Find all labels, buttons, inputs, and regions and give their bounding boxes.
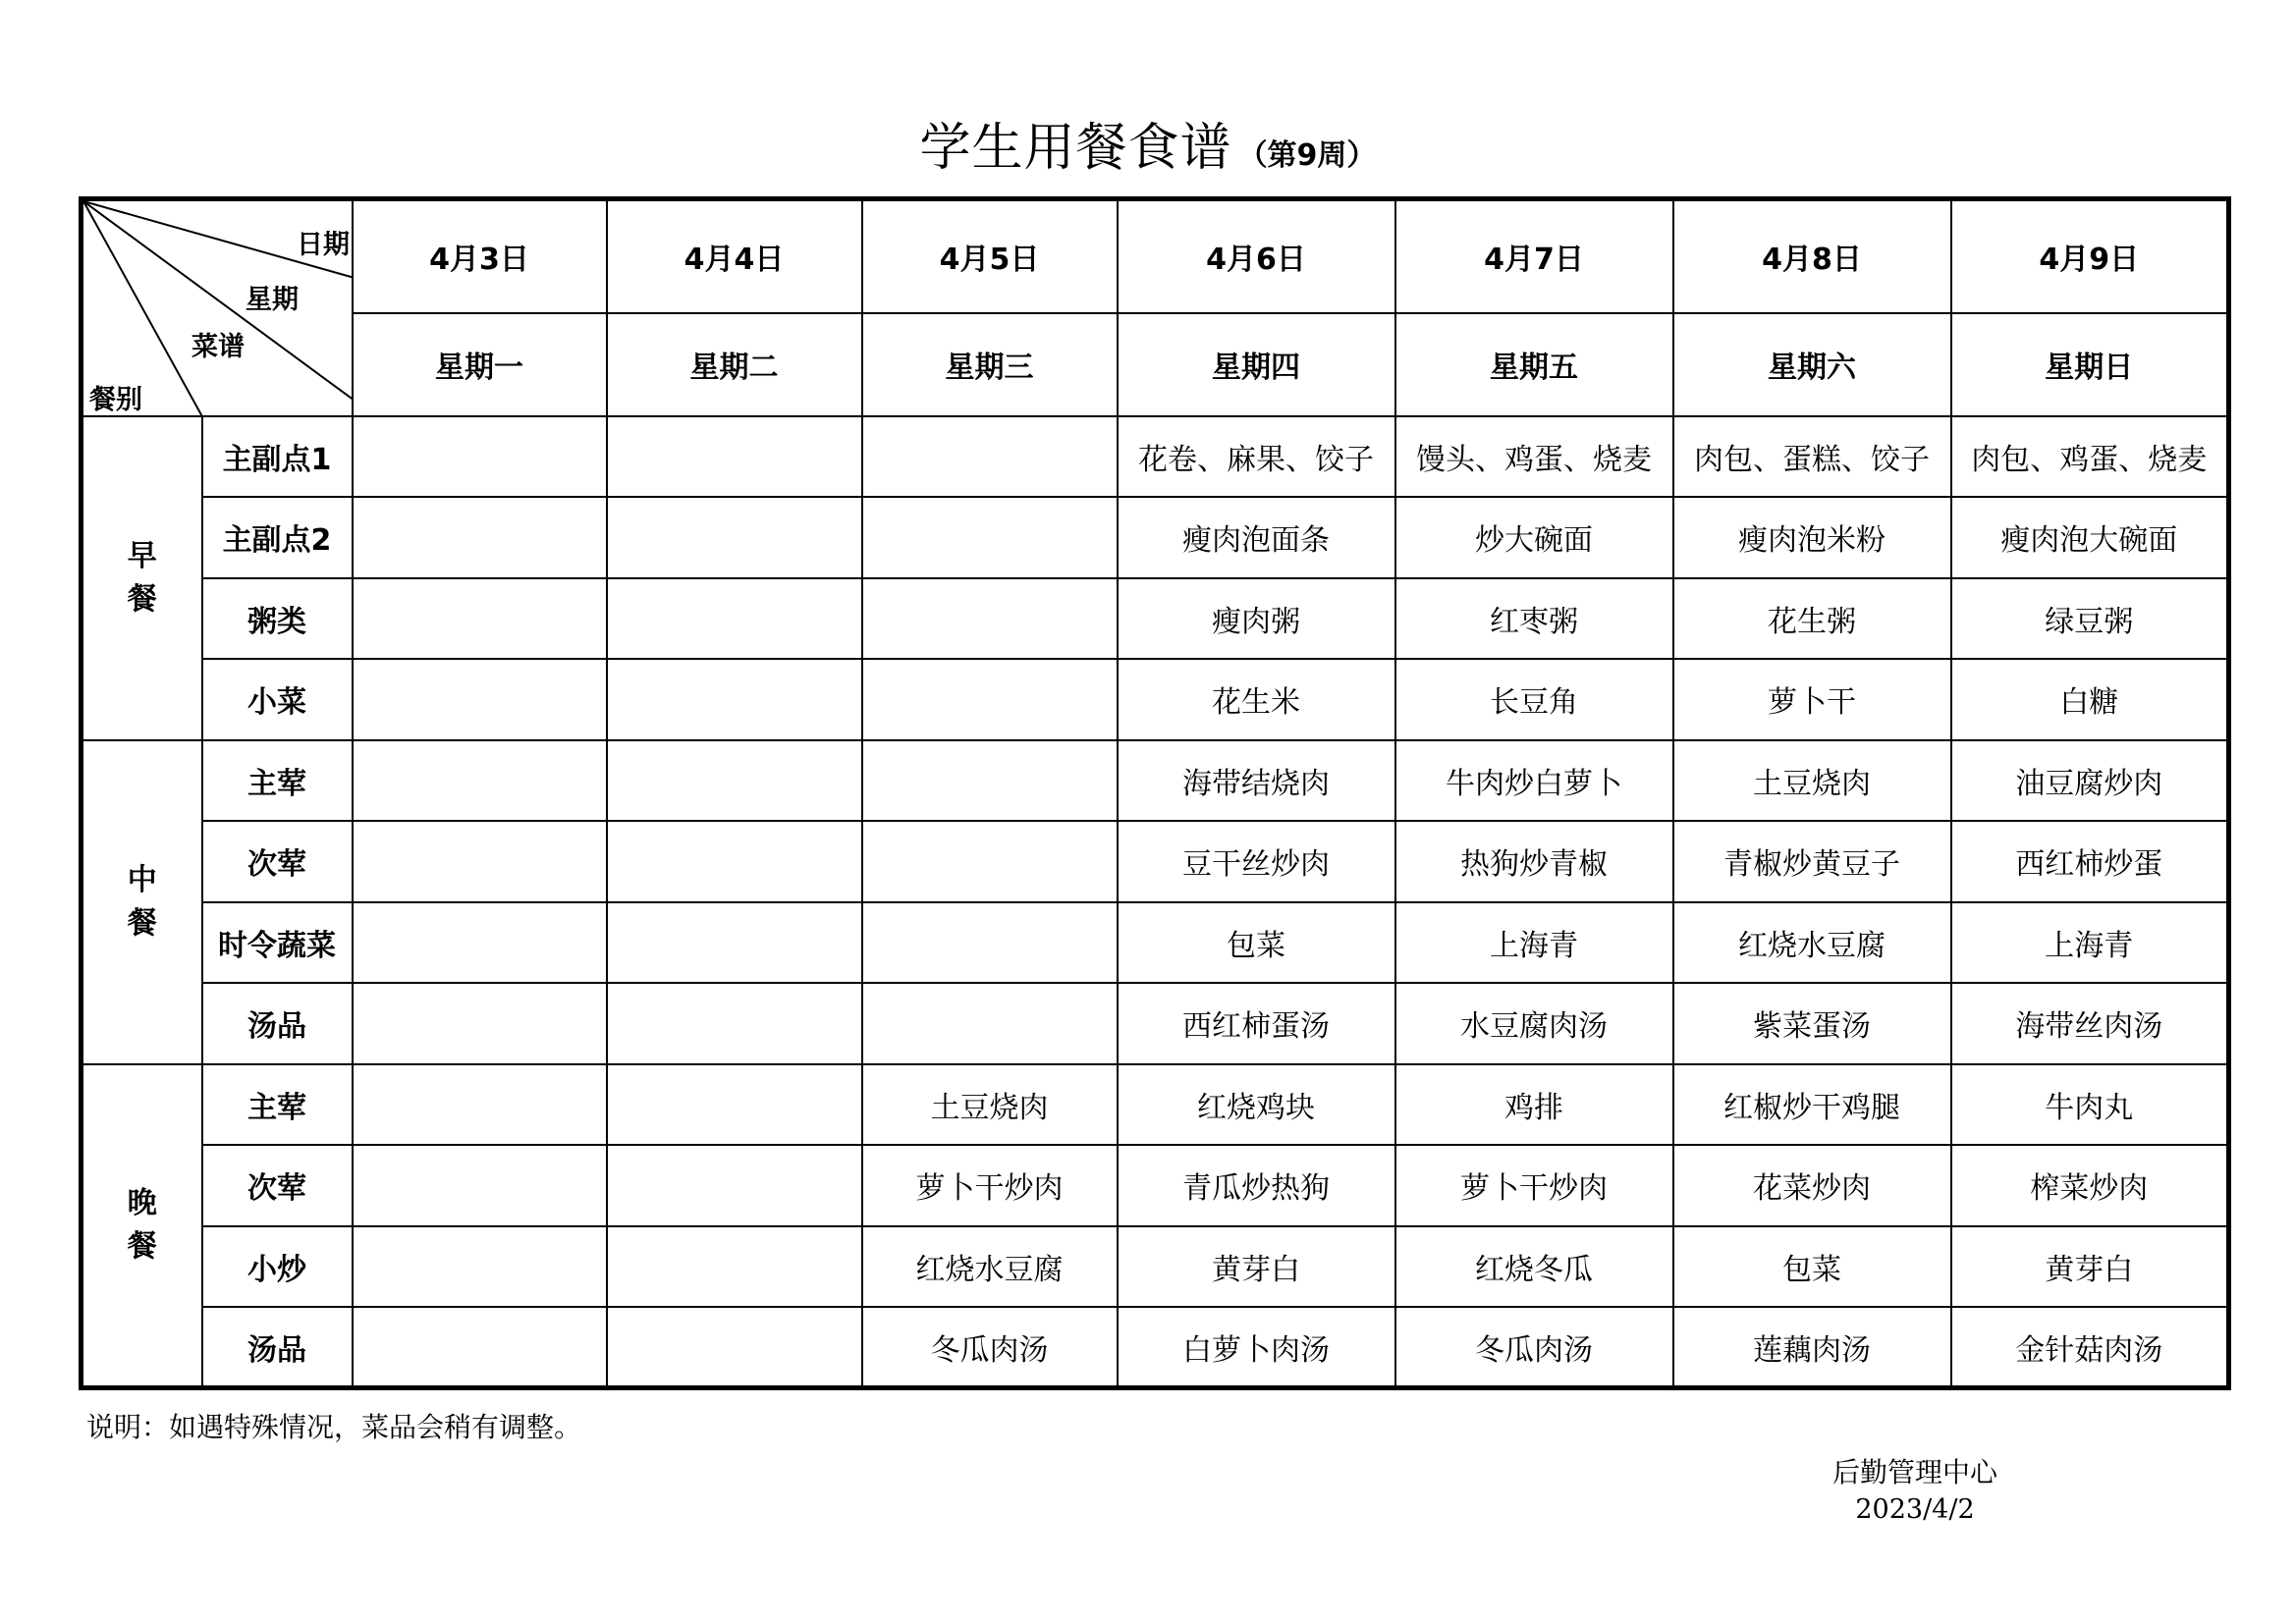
signature-org: 后勤管理中心 bbox=[1831, 1456, 1997, 1488]
date-header: 4月7日 bbox=[1395, 199, 1673, 313]
menu-cell: 炒大碗面 bbox=[1395, 497, 1673, 578]
menu-cell: 牛肉丸 bbox=[1951, 1064, 2229, 1146]
menu-cell: 红烧鸡块 bbox=[1118, 1064, 1395, 1146]
menu-cell: 瘦肉泡米粉 bbox=[1673, 497, 1951, 578]
date-header: 4月5日 bbox=[862, 199, 1118, 313]
menu-cell bbox=[353, 1145, 607, 1226]
category-label: 粥类 bbox=[202, 578, 353, 660]
menu-cell: 白糖 bbox=[1951, 659, 2229, 740]
menu-cell: 红烧冬瓜 bbox=[1395, 1226, 1673, 1308]
menu-cell bbox=[862, 983, 1118, 1064]
menu-cell: 牛肉炒白萝卜 bbox=[1395, 740, 1673, 822]
category-label: 次荤 bbox=[202, 1145, 353, 1226]
menu-cell: 金针菇肉汤 bbox=[1951, 1307, 2229, 1388]
category-label: 小炒 bbox=[202, 1226, 353, 1308]
menu-cell: 红烧水豆腐 bbox=[862, 1226, 1118, 1308]
menu-row bbox=[82, 659, 2229, 740]
title-week: （第9周） bbox=[1237, 138, 1377, 173]
weekday-row bbox=[82, 313, 2229, 416]
weekday-header: 星期日 bbox=[1951, 313, 2229, 416]
menu-cell bbox=[353, 659, 607, 740]
menu-cell: 上海青 bbox=[1395, 902, 1673, 984]
menu-cell: 绿豆粥 bbox=[1951, 578, 2229, 660]
menu-cell bbox=[353, 416, 607, 498]
menu-row bbox=[82, 1064, 2229, 1146]
menu-cell: 水豆腐肉汤 bbox=[1395, 983, 1673, 1064]
menu-row bbox=[82, 902, 2229, 984]
menu-cell bbox=[607, 902, 862, 984]
note-text: 说明：如遇特殊情况，菜品会稍有调整。 bbox=[86, 1411, 582, 1443]
category-label: 主荤 bbox=[202, 1064, 353, 1146]
menu-cell: 鸡排 bbox=[1395, 1064, 1673, 1146]
menu-cell bbox=[607, 983, 862, 1064]
menu-cell bbox=[353, 821, 607, 902]
menu-row bbox=[82, 983, 2229, 1064]
meal-label-char: 早 bbox=[127, 538, 157, 573]
menu-cell: 海带结烧肉 bbox=[1118, 740, 1395, 822]
meal-label-char: 中 bbox=[127, 862, 157, 897]
menu-cell bbox=[607, 578, 862, 660]
menu-cell bbox=[607, 1307, 862, 1388]
category-label: 小菜 bbox=[202, 659, 353, 740]
menu-cell: 青椒炒黄豆子 bbox=[1673, 821, 1951, 902]
menu-cell: 瘦肉泡面条 bbox=[1118, 497, 1395, 578]
menu-row bbox=[82, 1145, 2229, 1226]
menu-cell bbox=[353, 497, 607, 578]
menu-cell bbox=[862, 740, 1118, 822]
menu-cell bbox=[607, 497, 862, 578]
weekday-header: 星期四 bbox=[1118, 313, 1395, 416]
menu-cell: 西红柿蛋汤 bbox=[1118, 983, 1395, 1064]
menu-cell: 肉包、蛋糕、饺子 bbox=[1673, 416, 1951, 498]
meal-label bbox=[82, 1064, 202, 1388]
date-header: 4月8日 bbox=[1673, 199, 1951, 313]
corner-meal-label: 餐别 bbox=[89, 385, 142, 415]
category-label: 时令蔬菜 bbox=[202, 902, 353, 984]
menu-cell bbox=[607, 1145, 862, 1226]
meal-label-char: 餐 bbox=[127, 581, 157, 617]
menu-cell: 红枣粥 bbox=[1395, 578, 1673, 660]
menu-cell bbox=[607, 1226, 862, 1308]
menu-cell: 紫菜蛋汤 bbox=[1673, 983, 1951, 1064]
category-label: 主荤 bbox=[202, 740, 353, 822]
menu-table bbox=[79, 196, 2231, 1390]
menu-cell: 白萝卜肉汤 bbox=[1118, 1307, 1395, 1388]
menu-row bbox=[82, 497, 2229, 578]
weekday-header: 星期五 bbox=[1395, 313, 1673, 416]
category-label: 汤品 bbox=[202, 983, 353, 1064]
menu-cell: 冬瓜肉汤 bbox=[1395, 1307, 1673, 1388]
menu-cell: 萝卜干炒肉 bbox=[1395, 1145, 1673, 1226]
menu-cell: 瘦肉泡大碗面 bbox=[1951, 497, 2229, 578]
diagonal-header-cell bbox=[82, 199, 353, 416]
corner-date-label: 日期 bbox=[297, 230, 350, 260]
date-row bbox=[82, 199, 2229, 313]
menu-cell bbox=[862, 497, 1118, 578]
meal-label-char: 餐 bbox=[127, 905, 157, 941]
menu-cell bbox=[607, 821, 862, 902]
meal-label bbox=[82, 416, 202, 740]
menu-cell bbox=[607, 659, 862, 740]
menu-row bbox=[82, 578, 2229, 660]
menu-cell: 花生粥 bbox=[1673, 578, 1951, 660]
menu-cell: 花菜炒肉 bbox=[1673, 1145, 1951, 1226]
menu-cell: 花生米 bbox=[1118, 659, 1395, 740]
menu-cell: 肉包、鸡蛋、烧麦 bbox=[1951, 416, 2229, 498]
menu-cell bbox=[353, 1064, 607, 1146]
page-title bbox=[0, 106, 2296, 180]
menu-cell: 油豆腐炒肉 bbox=[1951, 740, 2229, 822]
menu-cell bbox=[353, 1307, 607, 1388]
menu-cell: 土豆烧肉 bbox=[862, 1064, 1118, 1146]
category-label: 主副点2 bbox=[202, 497, 353, 578]
menu-cell: 豆干丝炒肉 bbox=[1118, 821, 1395, 902]
menu-row bbox=[82, 416, 2229, 498]
menu-cell: 土豆烧肉 bbox=[1673, 740, 1951, 822]
menu-cell: 瘦肉粥 bbox=[1118, 578, 1395, 660]
menu-cell: 萝卜干炒肉 bbox=[862, 1145, 1118, 1226]
category-label: 主副点1 bbox=[202, 416, 353, 498]
menu-cell: 萝卜干 bbox=[1673, 659, 1951, 740]
date-header: 4月3日 bbox=[353, 199, 607, 313]
menu-cell: 红烧水豆腐 bbox=[1673, 902, 1951, 984]
meal-label-char: 餐 bbox=[127, 1228, 157, 1264]
date-header: 4月9日 bbox=[1951, 199, 2229, 313]
weekday-header: 星期六 bbox=[1673, 313, 1951, 416]
menu-cell: 榨菜炒肉 bbox=[1951, 1145, 2229, 1226]
menu-cell: 冬瓜肉汤 bbox=[862, 1307, 1118, 1388]
menu-row bbox=[82, 821, 2229, 902]
menu-cell: 长豆角 bbox=[1395, 659, 1673, 740]
menu-cell: 包菜 bbox=[1118, 902, 1395, 984]
menu-cell: 红椒炒干鸡腿 bbox=[1673, 1064, 1951, 1146]
date-header: 4月6日 bbox=[1118, 199, 1395, 313]
menu-cell: 馒头、鸡蛋、烧麦 bbox=[1395, 416, 1673, 498]
title-main: 学生用餐食谱 bbox=[919, 119, 1232, 178]
menu-cell bbox=[353, 578, 607, 660]
menu-cell bbox=[607, 416, 862, 498]
menu-cell: 青瓜炒热狗 bbox=[1118, 1145, 1395, 1226]
weekday-header: 星期二 bbox=[607, 313, 862, 416]
meal-label-char: 晚 bbox=[127, 1185, 157, 1220]
signature-block bbox=[1827, 1451, 2003, 1525]
menu-cell: 西红柿炒蛋 bbox=[1951, 821, 2229, 902]
meal-label bbox=[82, 740, 202, 1064]
menu-cell: 海带丝肉汤 bbox=[1951, 983, 2229, 1064]
weekday-header: 星期一 bbox=[353, 313, 607, 416]
menu-row bbox=[82, 1226, 2229, 1308]
menu-cell bbox=[862, 821, 1118, 902]
menu-cell: 莲藕肉汤 bbox=[1673, 1307, 1951, 1388]
menu-cell: 包菜 bbox=[1673, 1226, 1951, 1308]
menu-row bbox=[82, 1307, 2229, 1388]
menu-cell: 热狗炒青椒 bbox=[1395, 821, 1673, 902]
menu-cell: 黄芽白 bbox=[1951, 1226, 2229, 1308]
category-label: 汤品 bbox=[202, 1307, 353, 1388]
menu-cell bbox=[607, 740, 862, 822]
menu-cell: 上海青 bbox=[1951, 902, 2229, 984]
menu-cell bbox=[353, 740, 607, 822]
menu-cell bbox=[862, 578, 1118, 660]
menu-cell bbox=[607, 1064, 862, 1146]
menu-cell bbox=[862, 416, 1118, 498]
menu-cell bbox=[353, 983, 607, 1064]
corner-weekday-label: 星期 bbox=[246, 285, 299, 315]
date-header: 4月4日 bbox=[607, 199, 862, 313]
corner-menu-label: 菜谱 bbox=[191, 332, 245, 362]
menu-row bbox=[82, 740, 2229, 822]
category-label: 次荤 bbox=[202, 821, 353, 902]
weekday-header: 星期三 bbox=[862, 313, 1118, 416]
menu-cell bbox=[862, 659, 1118, 740]
menu-cell: 黄芽白 bbox=[1118, 1226, 1395, 1308]
menu-cell bbox=[862, 902, 1118, 984]
signature-date: 2023/4/2 bbox=[1855, 1494, 1975, 1525]
menu-cell bbox=[353, 1226, 607, 1308]
menu-cell bbox=[353, 902, 607, 984]
menu-cell: 花卷、麻果、饺子 bbox=[1118, 416, 1395, 498]
